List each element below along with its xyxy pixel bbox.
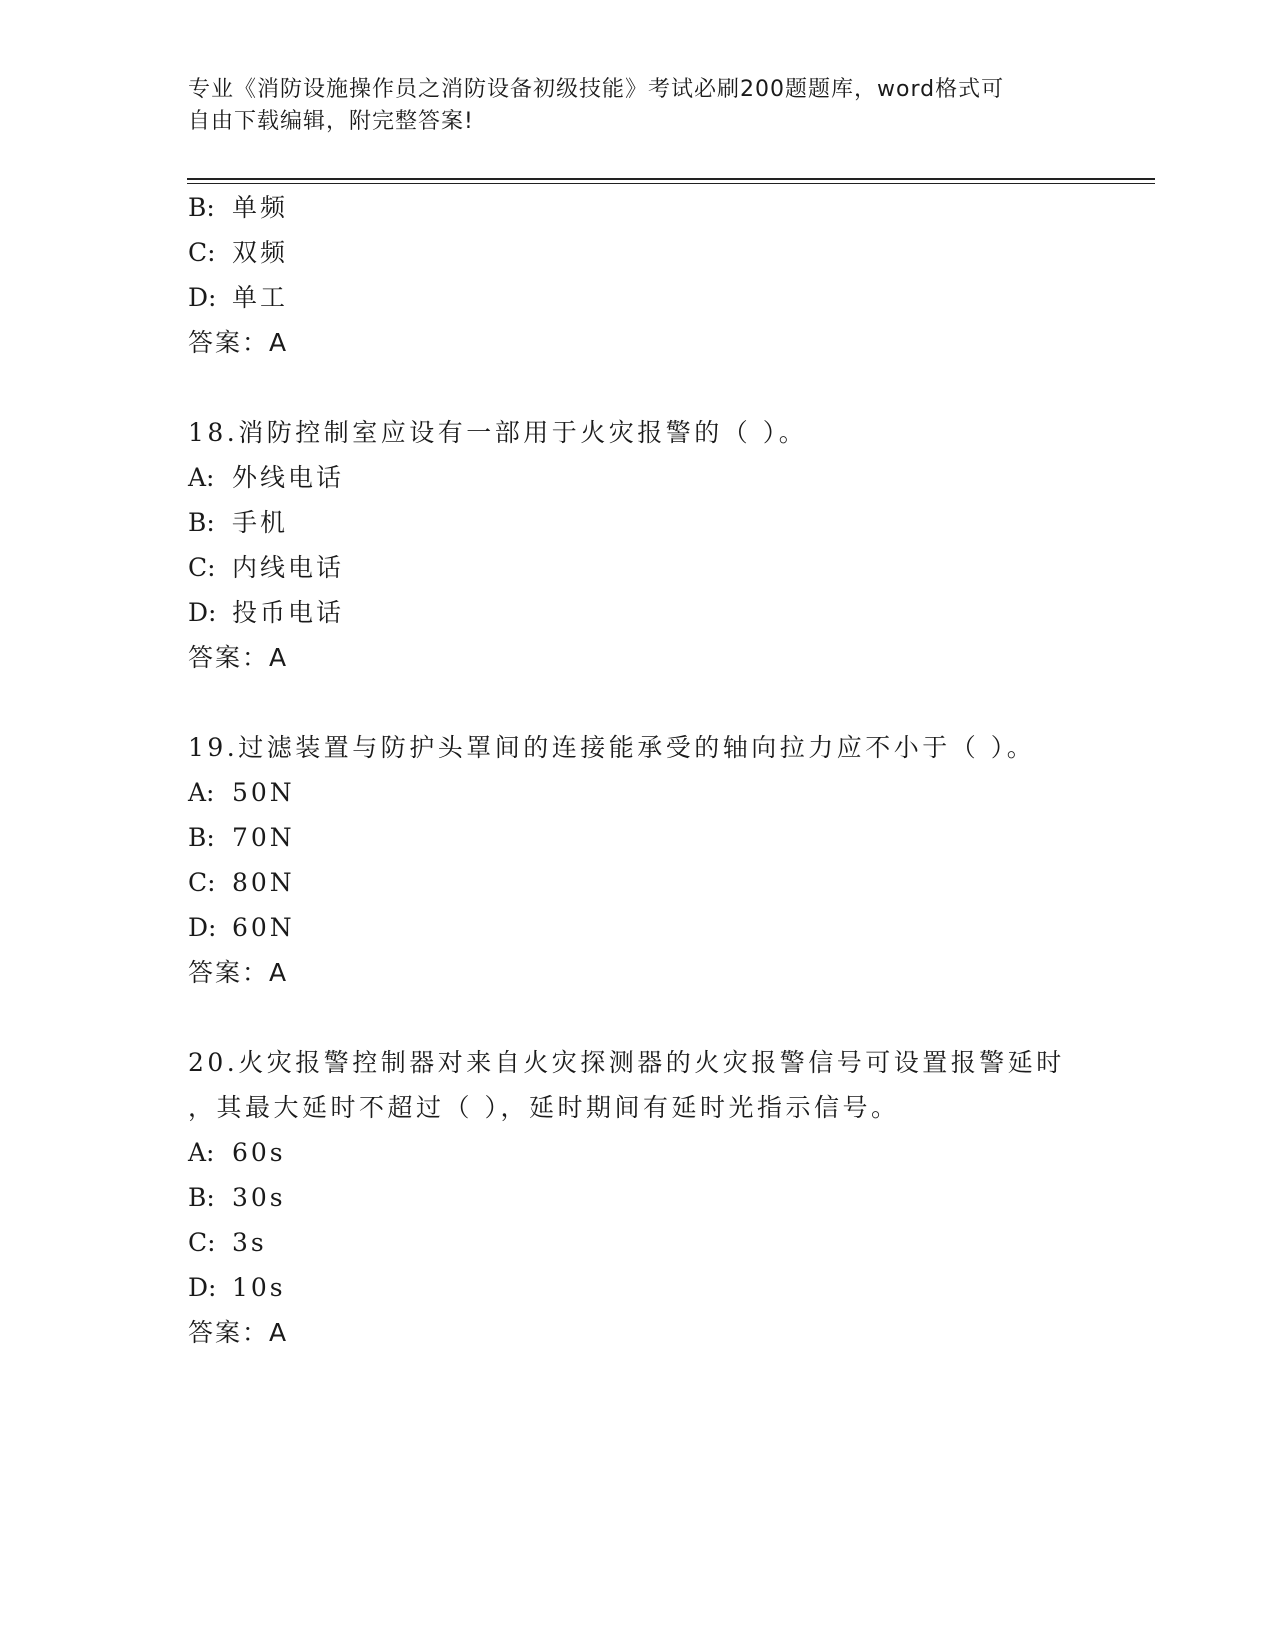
option-c (188, 552, 344, 584)
option-text: 30s (232, 1183, 286, 1212)
option-d (188, 597, 344, 629)
option-key: D: (188, 1273, 217, 1302)
option-text: 外线电话 (232, 463, 345, 492)
option-c (188, 237, 288, 269)
option-text: 双频 (232, 238, 289, 267)
option-a (188, 1137, 286, 1169)
option-text: 50N (232, 778, 295, 807)
question-20-line-1: 20.火灾报警控制器对来自火灾探测器的火灾报警信号可设置报警延时 (188, 1048, 1065, 1077)
option-text: 投币电话 (232, 598, 345, 627)
option-d (188, 912, 295, 944)
option-key: A: (188, 1138, 215, 1167)
option-a (188, 462, 344, 494)
option-key: D: (188, 283, 217, 312)
option-text: 手机 (232, 508, 289, 537)
header-title-line-1: 专业《消防设施操作员之消防设备初级技能》考试必刷200题题库，word格式可 (188, 77, 1005, 102)
question-20-line-2: ，其最大延时不超过（ ），延时期间有延时光指示信号。 (188, 1093, 900, 1122)
option-text: 70N (232, 823, 295, 852)
option-key: C: (188, 1228, 216, 1257)
header-divider-thin (187, 183, 1155, 184)
option-text: 内线电话 (232, 553, 345, 582)
document-header (188, 74, 1068, 138)
option-text: 10s (232, 1273, 286, 1302)
option-d (188, 282, 288, 314)
option-text: 单频 (232, 193, 289, 222)
option-b (188, 822, 295, 854)
option-a (188, 777, 295, 809)
header-divider-thick (187, 178, 1155, 180)
option-text: 60s (232, 1138, 286, 1167)
option-key: A: (188, 463, 215, 492)
option-c (188, 1227, 267, 1259)
header-title-line-2: 自由下载编辑，附完整答案! (188, 109, 474, 134)
option-b (188, 507, 288, 539)
option-key: D: (188, 598, 217, 627)
answer-line: 答案：A (188, 328, 289, 357)
answer-line: 答案：A (188, 1318, 289, 1347)
option-b (188, 1182, 286, 1214)
option-b (188, 192, 288, 224)
option-text: 单工 (232, 283, 289, 312)
option-text: 60N (232, 913, 295, 942)
option-text: 80N (232, 868, 295, 897)
option-key: C: (188, 868, 216, 897)
option-key: A: (188, 778, 215, 807)
option-key: B: (188, 193, 215, 222)
question-18: 18.消防控制室应设有一部用于火灾报警的（ ）。 (188, 418, 808, 447)
option-key: D: (188, 913, 217, 942)
answer-line: 答案：A (188, 958, 289, 987)
option-key: C: (188, 553, 216, 582)
option-c (188, 867, 295, 899)
option-key: B: (188, 823, 215, 852)
option-key: B: (188, 508, 215, 537)
question-19: 19.过滤装置与防护头罩间的连接能承受的轴向拉力应不小于（ ）。 (188, 733, 1036, 762)
option-text: 3s (232, 1228, 267, 1257)
option-key: C: (188, 238, 216, 267)
option-d (188, 1272, 286, 1304)
option-key: B: (188, 1183, 215, 1212)
answer-line: 答案：A (188, 643, 289, 672)
